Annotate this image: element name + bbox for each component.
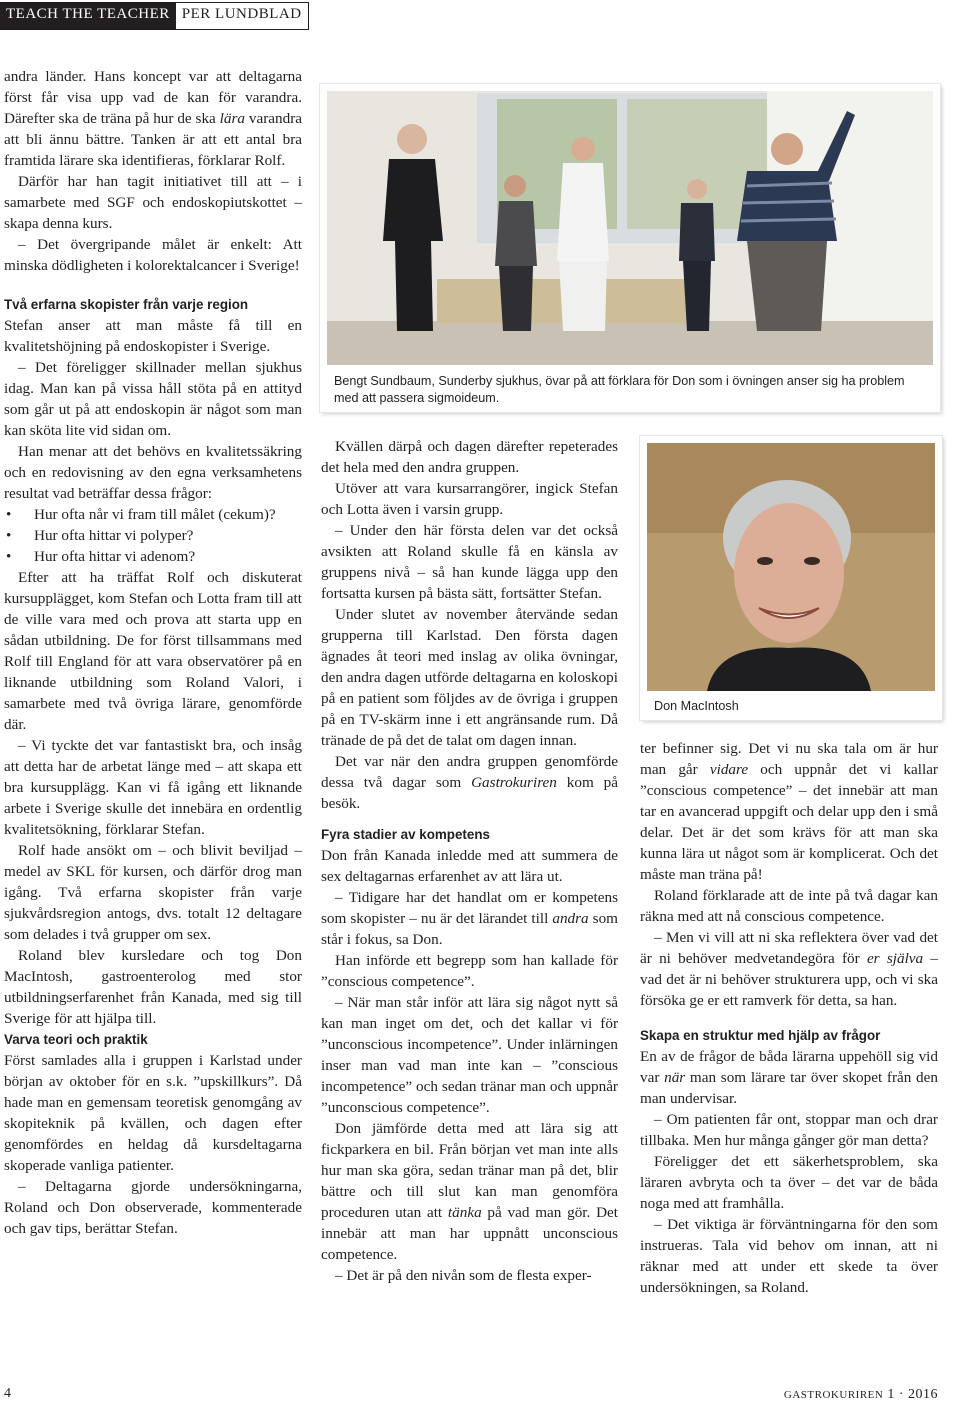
paragraph: Han menar att det behövs en kvalitetssäkring och en redovisning av den egna verksamhetens resultat vad beträffar dessa frågor: <box>4 443 302 502</box>
group-photo-caption: Bengt Sundbaum, Sunderby sjukhus, övar på att förklara för Don som i övningen anser sig ha problem med att passera sigmoideum. <box>334 374 905 405</box>
column-1 <box>4 66 302 1239</box>
paragraph: Han införde ett begrepp som han kallade för ”conscious competence”. <box>321 952 618 990</box>
list-item: • Hur ofta når vi fram till målet (cekum)? <box>4 504 302 525</box>
group-photo <box>327 91 933 365</box>
paragraph: Därför har han tagit initiativet till att – i samarbete med SGF och endoskopiutskottet – skapa denna kurs. <box>4 173 302 232</box>
paragraph: – När man står inför att lära sig något nytt så kan man inget om det, och det kallar vi för ”unconscious incompetence”. Under inlärningen inser man vad man inte kan – ”conscious incompetence” och sedan tränar man och uppnår ”unconscious competence”. <box>321 994 618 1116</box>
list-item: • Hur ofta hittar vi adenom? <box>4 546 302 567</box>
paragraph: – Tidigare har det handlat om er kompetens som skopister – nu är det lärandet till andra som står i fokus, sa Don. <box>321 889 618 948</box>
paragraph: Det var när den andra gruppen genomförde dessa två dagar som Gastrokuriren kom på besök. <box>321 753 619 812</box>
paragraph: Rolf hade ansökt om – och blivit beviljad – medel av SKL för kursen, och därför drog man igång. Två erfarna skopister från varje sjukvårdsregion antogs, dvs. totalt 12 deltagare som delades i två grupper om sex. <box>4 842 302 943</box>
page-number: 4 <box>4 1386 11 1401</box>
paragraph: Under slutet av november återvände sedan grupperna till Karlstad. Den första dagen ägnades åt teori med inslag av olika övningar, den andra dagen utförde deltagarna en koloskopi på en patient som följdes av de övriga i gruppen på en TV-skärm inne i ett angränsande rum. Då tränade de på det de talat om dagen innan. <box>321 606 618 749</box>
paragraph: – Om patienten får ont, stoppar man och drar tillbaka. Men hur många gånger gör man detta? <box>640 1111 938 1149</box>
paragraph: Utöver att vara kursarrangörer, ingick Stefan och Lotta även i varsin grupp. <box>321 480 618 518</box>
paragraph: – Det viktiga är förväntningarna för den som instrueras. Tala vid behov om innan, att ni räknar med att under ett skede ta över undersökningen, sa Roland. <box>640 1216 938 1296</box>
bullet-list <box>4 504 302 567</box>
portrait-photo-frame <box>640 436 942 720</box>
subheading: Två erfarna skopister från varje region <box>4 297 249 312</box>
section-header <box>0 2 309 30</box>
paragraph: – Det övergripande målet är enkelt: Att minska dödligheten i kolorektalcancer i Sverige! <box>4 236 302 274</box>
paragraph: – Under den här första delen var det också avsikten att Roland skulle få en känsla av gruppens nivå – så han kunde lägga upp den fortsatta kursen på bästa sätt, fortsätter Stefan. <box>321 522 618 602</box>
column-2 <box>321 436 618 1286</box>
paragraph: – Det föreligger skillnader mellan sjukhus idag. Man kan på vissa håll stöta på en attityd som går ut på att endoskopin är något som man kan sköta lite vid sidan om. <box>4 359 302 439</box>
column-3 <box>640 738 938 1298</box>
paragraph: – Men vi vill att ni ska reflektera över vad det är ni behöver medvetandegöra för er själva – vad det är ni behöver strukturera upp, och vi ska försöka ge er ett ramverk för detta, sa han. <box>640 929 939 1009</box>
subheading: Varva teori och praktik <box>4 1032 148 1047</box>
paragraph: Föreligger det ett säkerhetsproblem, ska läraren avbryta och ta över – det var de båda noga med att framhålla. <box>640 1153 938 1212</box>
portrait-photo <box>647 443 935 691</box>
paragraph: En av de frågor de båda lärarna uppehöll sig vid var när man som lärare tar över skopet från den man undervisar. <box>640 1048 938 1107</box>
subheading: Fyra stadier av kompetens <box>321 827 490 842</box>
paragraph: ter befinner sig. Det vi nu ska tala om är hur man går vidare och uppnår det vi kallar ”conscious competence” – det innebär att man tar en avancerad uppgift och delar upp den i små delar. Det är det som krävs för att man ska kunna lära ut något som är komplicerat. Och det måste man träna på! <box>640 740 938 883</box>
portrait-caption: Don MacIntosh <box>654 699 739 713</box>
paragraph: Kvällen därpå och dagen därefter repeterades det hela med den andra gruppen. <box>321 438 618 476</box>
paragraph: andra länder. Hans koncept var att deltagarna först får visa upp vad de kan för varandra. Därefter ska de träna på hur de ska lära varandra att bli ännu bättre. Tanken är att ett antal bra framtida lärare ska identifieras, förklarar Rolf. <box>4 68 302 169</box>
paragraph: – Det är på den nivån som de flesta exper- <box>335 1267 592 1284</box>
paragraph: Efter att ha träffat Rolf och diskuterat kursupplägget, kom Stefan och Lotta fram till att de ville vara med och prova att starta upp en sådan utbildning. De for först tillsammans med Rolf till England för att vara observatörer på en liknande utbildning som Roland Valori, i samarbete med två övriga lärare, genomförde där. <box>4 569 302 733</box>
paragraph: – Vi tyckte det var fantastiskt bra, och insåg att detta har de arbetat länge med – att skapa ett bra kursupplägg. Kan vi få igång ett liknande arbete i Sverige skulle det innebära en ordentlig kvalitetsökning, förklarar Stefan. <box>4 737 302 838</box>
author-label: PER LUNDBLAD <box>176 2 309 30</box>
section-label: TEACH THE TEACHER <box>0 2 176 30</box>
list-item: • Hur ofta hittar vi polyper? <box>4 525 302 546</box>
paragraph: Don jämförde detta med att lära sig att fickparkera en bil. Från början vet man inte alls hur man ska göra, sedan tränar man på det, blir bättre och till slut kan man genomföra proceduren utan att tänka på vad man gör. Det innebär att man har uppnått unconscious competence. <box>321 1120 619 1263</box>
paragraph: Stefan anser att man måste få till en kvalitetshöjning på endoskopister i Sverige. <box>4 317 302 355</box>
magazine-footer: gastrokuriren 1 · 2016 <box>783 1386 938 1402</box>
group-photo-frame <box>320 84 940 412</box>
paragraph: – Deltagarna gjorde undersökningarna, Roland och Don observerade, kommenterade och gav tips, berättar Stefan. <box>4 1178 302 1237</box>
paragraph: Roland blev kursledare och tog Don MacIntosh, gastroenterolog med stor utbildningserfarenhet från Kanada, med sig till Sverige för att hjälpa till. <box>4 947 302 1027</box>
paragraph: Roland förklarade att de inte på två dagar kan räkna med att nå conscious competence. <box>640 887 938 925</box>
paragraph: Först samlades alla i gruppen i Karlstad under början av oktober för en s.k. ”upskillkurs”. Då hade man en gemensam teoretisk genomgång av skopiteknik på kvällen, och dagen efter genomfördes en heldag då kursdeltagarna skoperade vanliga patienter. <box>4 1052 302 1174</box>
paragraph: Don från Kanada inledde med att summera de sex deltagarnas erfarenhet av att lära ut. <box>321 847 618 885</box>
subheading: Skapa en struktur med hjälp av frågor <box>640 1028 881 1043</box>
